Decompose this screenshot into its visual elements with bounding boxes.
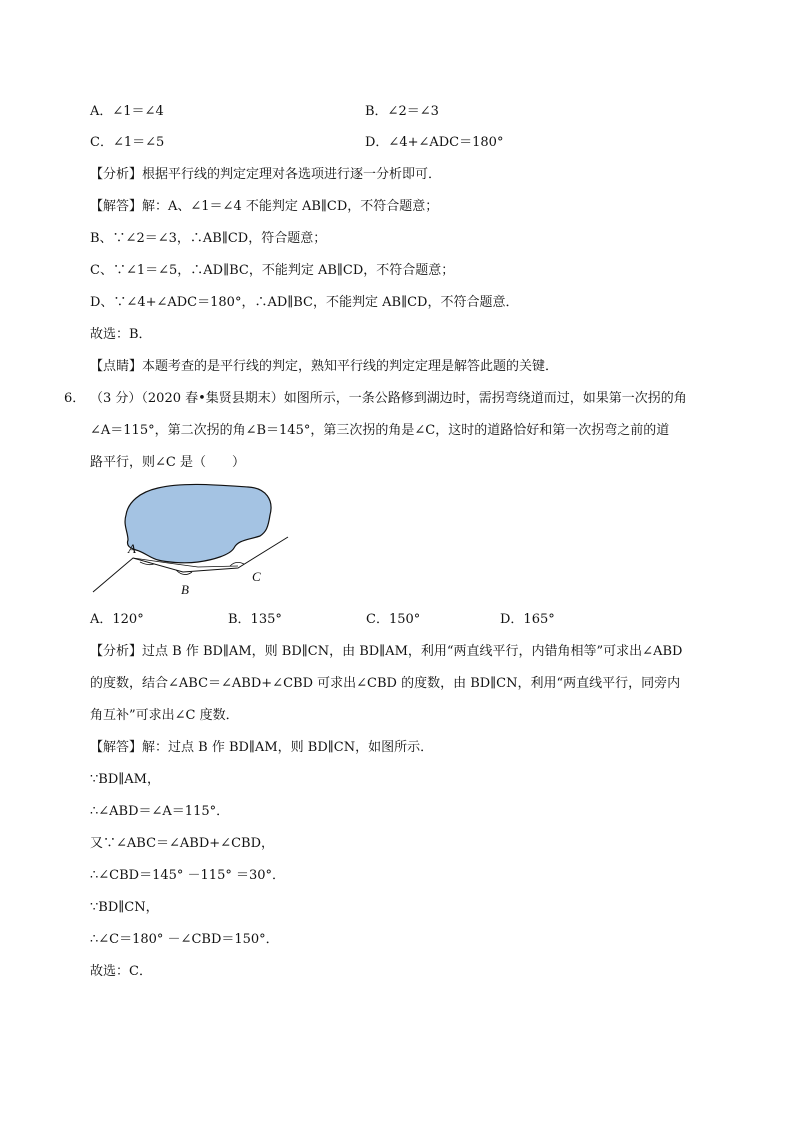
lake-road-figure [88,480,298,600]
label-a: A [128,541,136,556]
q5-comment: 【点睛】本题考查的是平行线的判定，熟知平行线的判定定理是解答此题的关键． [90,359,559,374]
q6-stem-line: ∠A＝115°，第二次拐的角∠B＝145°，第三次拐的角是∠C，这时的道路恰好和第一次拐弯之前的道 [90,423,670,438]
q6-number: 6． [64,391,86,406]
q6-option-d: D．165° [500,612,555,627]
q6-solution-line: ∵BD∥AM， [90,772,160,787]
q6-option-a: A．120° [90,612,144,627]
q5-solution-line: B、∵∠2＝∠3，∴AB∥CD，符合题意； [90,231,327,246]
q5-solution-line: 【解答】解：A、∠1＝∠4 不能判定 AB∥CD，不符合题意； [90,199,439,214]
label-c: C [252,569,261,584]
q6-answer: 故选：C． [90,964,152,979]
q6-stem-line: 路平行，则∠C 是（ ） [90,455,245,470]
q6-option-c: C．150° [366,612,421,627]
q6-solution-line: 【解答】解：过点 B 作 BD∥AM，则 BD∥CN，如图所示． [90,740,434,755]
q6-analysis-line: 的度数，结合∠ABC＝∠ABD+∠CBD 可求出∠CBD 的度数，由 BD∥CN，利用“两直线平行，同旁内 [90,676,681,691]
q6-option-b: B．135° [228,612,282,627]
q5-option-c: C．∠1＝∠5 [90,135,165,150]
q5-option-d: D．∠4+∠ADC＝180° [365,135,504,150]
q6-solution-line: ∴∠CBD＝145° －115° ＝30°． [90,868,286,883]
q5-option-b: B．∠2＝∠3 [365,104,439,119]
q5-solution-line: D、∵∠4+∠ADC＝180°，∴AD∥BC，不能判定 AB∥CD，不符合题意． [90,295,519,310]
q6-solution-line: 又∵∠ABC＝∠ABD+∠CBD， [90,836,274,851]
q6-stem-line: （3 分）（2020 春•集贤县期末）如图所示，一条公路修到湖边时，需拐弯绕道而过，如果第一次拐的角 [90,391,687,406]
q6-analysis-line: 角互补”可求出∠C 度数． [90,708,239,723]
q6-analysis-line: 【分析】过点 B 作 BD∥AM，则 BD∥CN，由 BD∥AM，利用“两直线平行，内错角相等”可求出∠ABD [90,644,683,659]
q5-analysis: 【分析】根据平行线的判定定理对各选项进行逐一分析即可． [90,167,442,182]
label-b: B [181,582,189,597]
q5-option-a: A．∠1＝∠4 [90,104,164,119]
q6-solution-line: ∵BD∥CN， [90,900,159,915]
q6-solution-line: ∴∠ABD＝∠A＝115°． [90,804,230,819]
q6-solution-line: ∴∠C＝180° －∠CBD＝150°． [90,932,279,947]
q5-answer: 故选：B． [90,327,152,342]
lake-shape [125,484,271,562]
q5-solution-line: C、∵∠1＝∠5，∴AD∥BC，不能判定 AB∥CD，不符合题意； [90,263,455,278]
